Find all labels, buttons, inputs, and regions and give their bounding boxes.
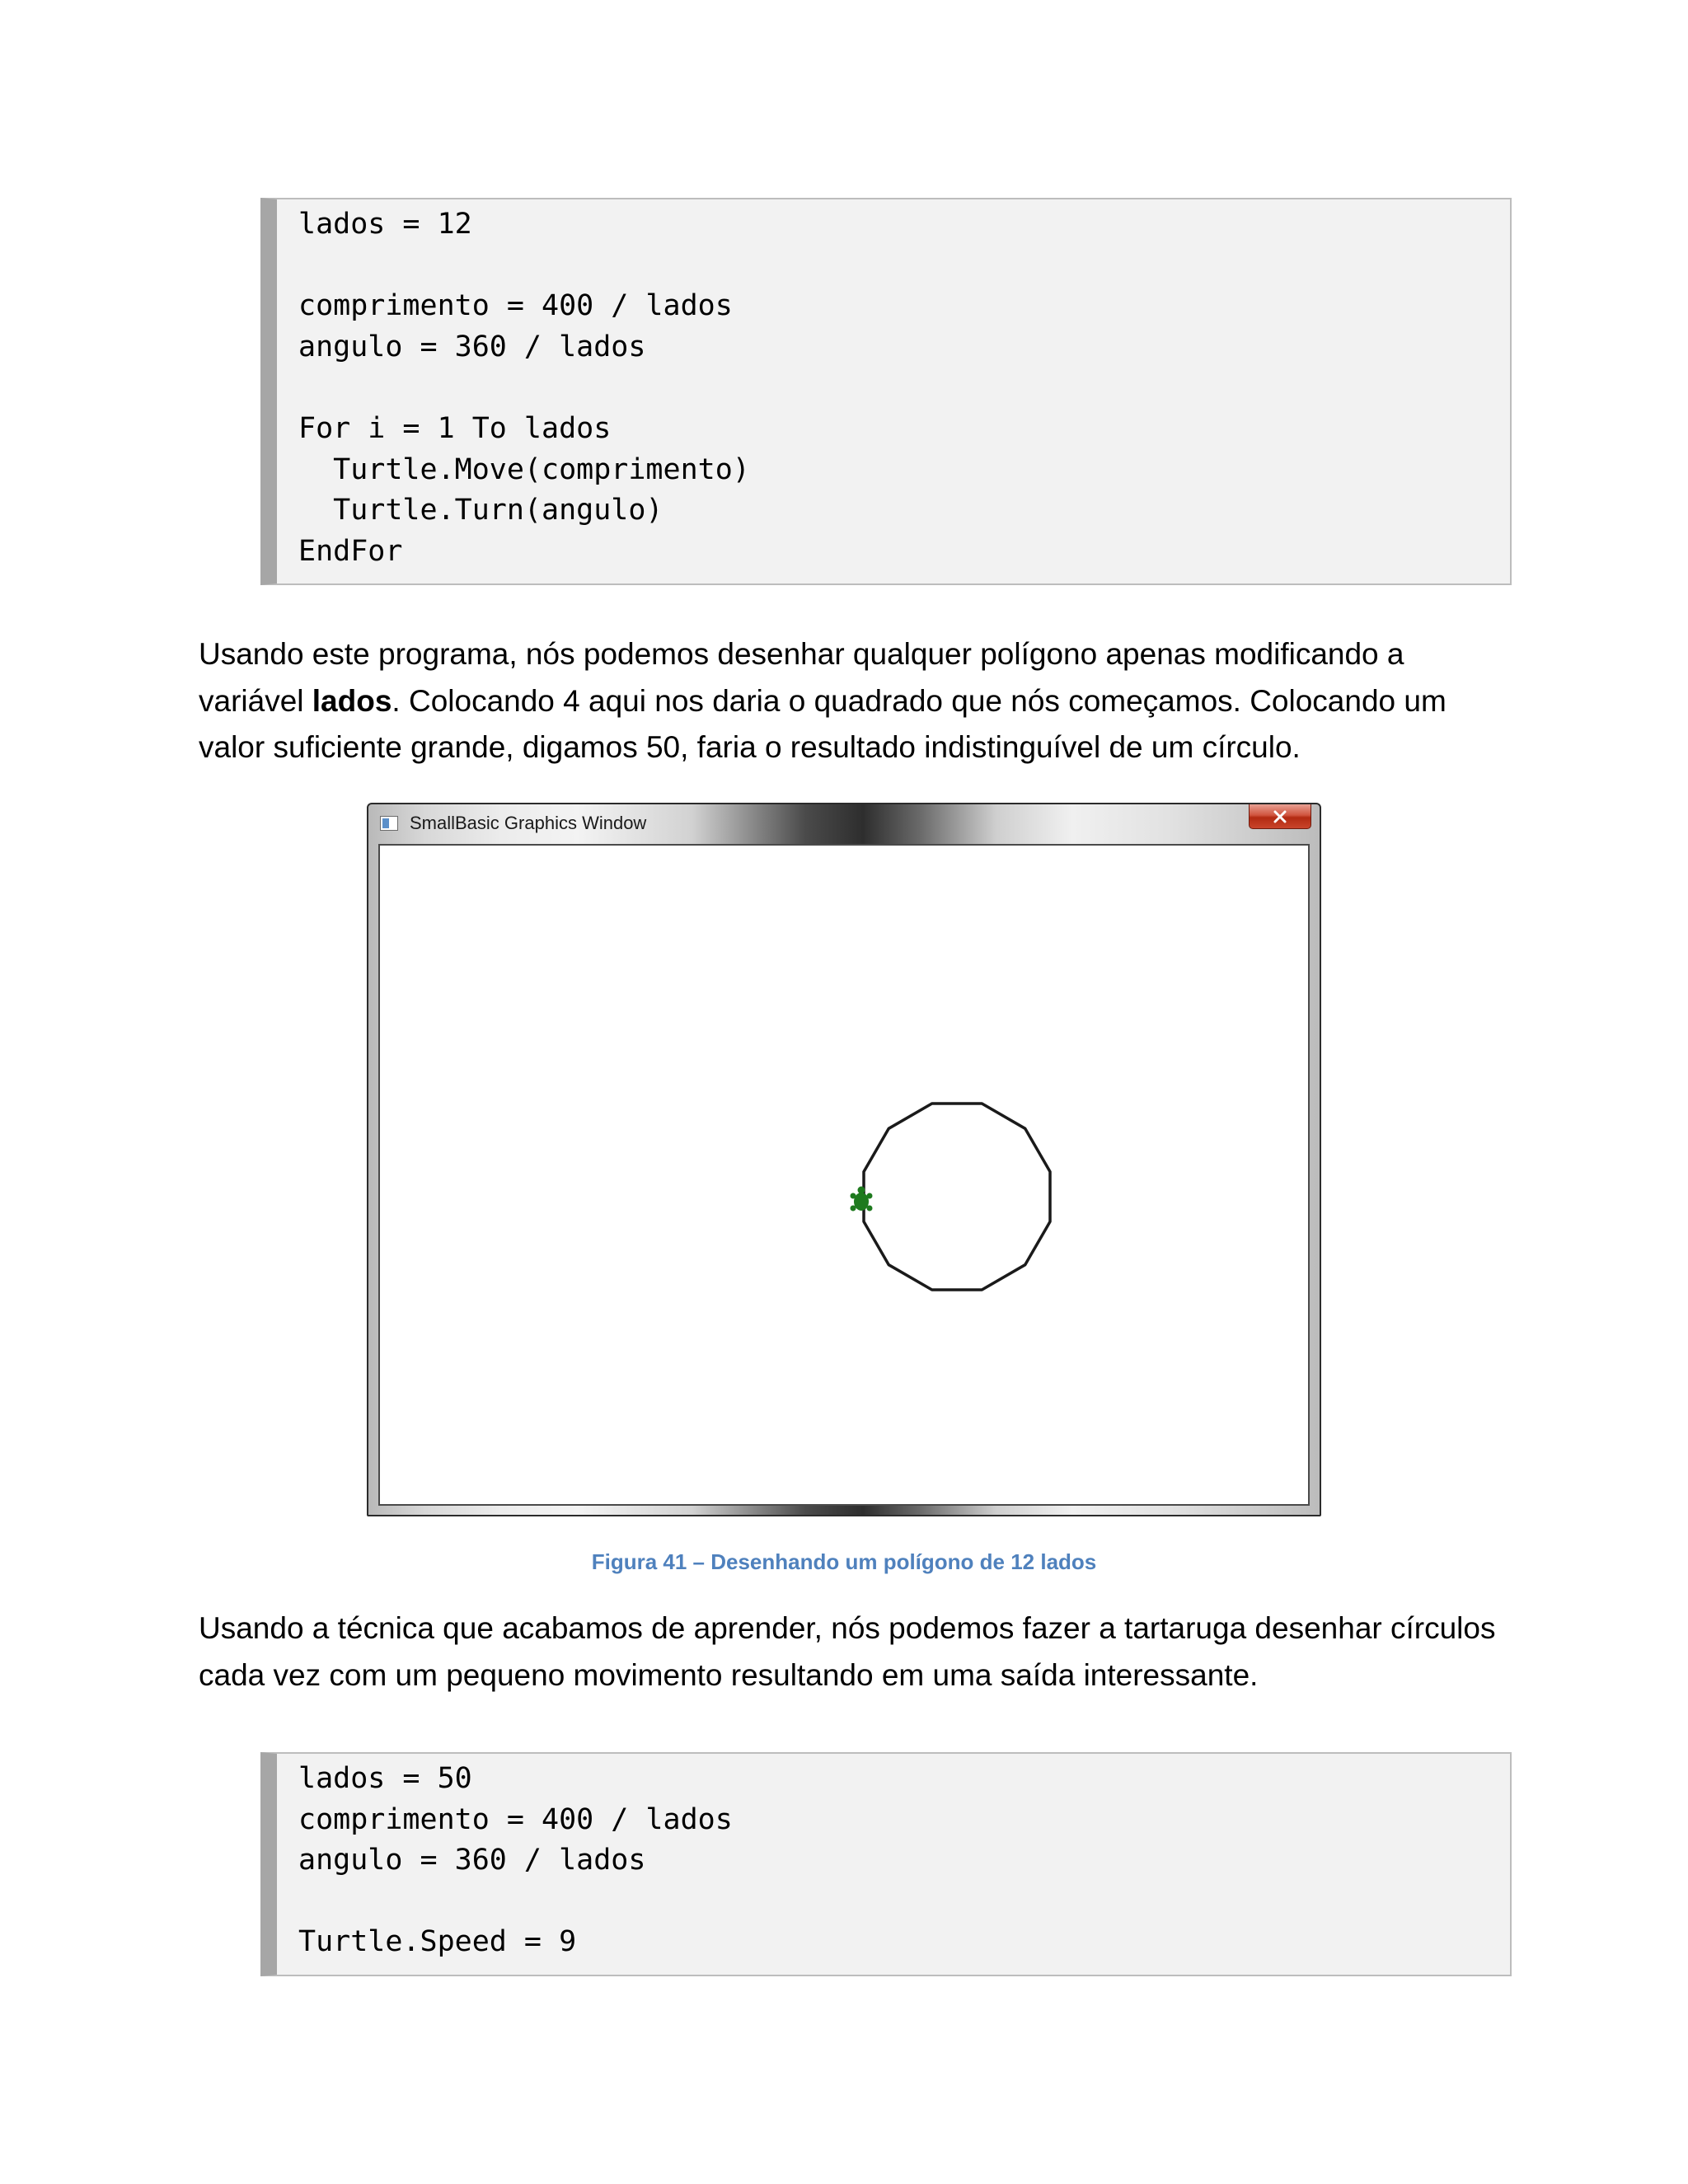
paragraph-line: Usando este programa, nós podemos desenhar qualquer polígono apenas modificando a	[199, 637, 1404, 671]
turtle-leg	[851, 1206, 856, 1212]
code-line	[298, 368, 1510, 409]
window-title: SmallBasic Graphics Window	[410, 813, 647, 833]
code-block-circles	[260, 1752, 1512, 1976]
turtle-icon	[851, 1187, 873, 1212]
turtle-leg	[851, 1193, 856, 1199]
turtle-leg	[867, 1206, 873, 1212]
graphics-window	[367, 803, 1321, 1516]
close-button[interactable]	[1249, 804, 1311, 829]
body-paragraph	[199, 1605, 1517, 1699]
body-paragraph	[199, 631, 1517, 771]
close-x-icon	[1272, 810, 1288, 823]
drawing-canvas	[378, 844, 1310, 1506]
paragraph-line	[199, 678, 1517, 725]
code-line: Turtle.Turn(angulo)	[298, 494, 663, 527]
figure-caption: Figura 41 – Desenhando um polígono de 12 lados	[591, 1549, 1097, 1574]
paragraph-line: valor suficiente grande, digamos 50, faria o resultado indistinguível de um círculo.	[199, 730, 1301, 764]
code-line: angulo = 360 / lados	[298, 330, 646, 363]
code-line	[298, 246, 1510, 287]
variable-name-bold: lados	[312, 683, 392, 718]
turtle-shell	[854, 1193, 869, 1211]
polygon-drawing	[380, 846, 1308, 1504]
code-line: Turtle.Speed = 9	[298, 1925, 577, 1959]
code-block-polygon	[260, 198, 1512, 585]
code-line: angulo = 360 / lados	[298, 1844, 646, 1877]
code-line: lados = 12	[298, 208, 472, 241]
turtle-leg	[867, 1193, 873, 1199]
code-line: For i = 1 To lados	[298, 411, 612, 445]
polygon-12-sides	[864, 1104, 1050, 1290]
window-titlebar[interactable]	[368, 804, 1320, 844]
code-line: comprimento = 400 / lados	[298, 1802, 733, 1836]
code-line: comprimento = 400 / lados	[298, 289, 733, 323]
code-line: Turtle.Move(comprimento)	[298, 452, 750, 486]
turtle-head	[858, 1187, 865, 1194]
paragraph-text: variável	[199, 683, 312, 718]
code-line	[298, 1882, 1510, 1923]
paragraph-text: . Colocando 4 aqui nos daria o quadrado que nós começamos. Colocando um	[392, 683, 1447, 718]
window-app-icon	[380, 816, 398, 831]
code-line: EndFor	[298, 534, 403, 568]
paragraph-line: cada vez com um pequeno movimento resultando em uma saída interessante.	[199, 1657, 1259, 1692]
paragraph-line: Usando a técnica que acabamos de aprender, nós podemos fazer a tartaruga desenhar círculos	[199, 1611, 1496, 1645]
code-line: lados = 50	[298, 1762, 472, 1795]
